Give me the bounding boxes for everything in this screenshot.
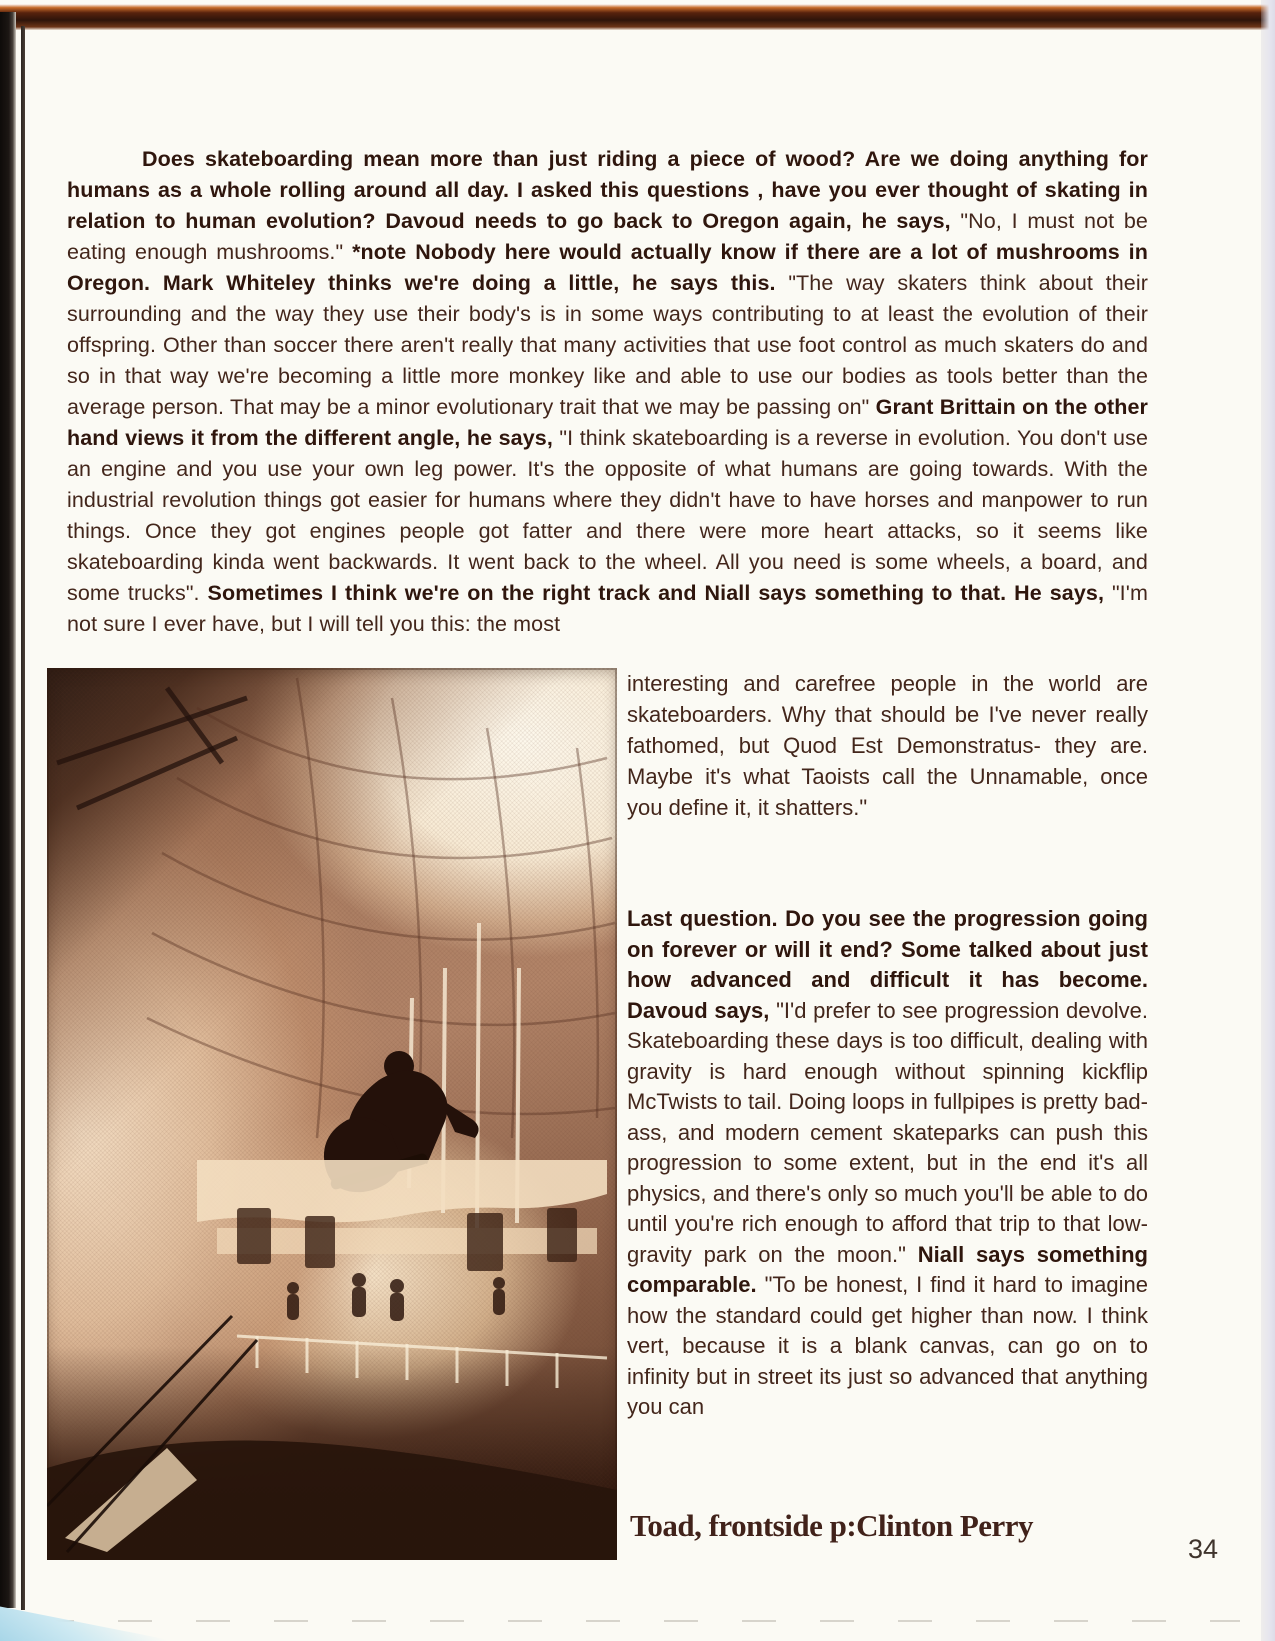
skate-photo xyxy=(47,668,617,1560)
text-run-regular: "No, I must not be eating enough mushrooms." xyxy=(67,208,1148,264)
intro-paragraph xyxy=(67,144,1148,640)
scan-edge-left xyxy=(0,12,16,1608)
text-run-bold: Does skateboarding mean more than just riding a piece of wood? Are we doing anything for humans as a whole rolling around all day. I asked this questions , have you ever thought of skating in relation to human evolution? Davoud needs to go back to Oregon again, he says, xyxy=(67,146,1148,233)
photo-caption: Toad, frontside p:Clinton Perry xyxy=(630,1508,1034,1543)
text-run-regular: "I think skateboarding is a reverse in evolution. You don't use an engine and you use your own leg power. It's the opposite of what humans are going towards. With the industrial revolution things got easier for humans where they didn't have to have horses and manpower to run things. Once they got engines people got fatter and there were more heart attacks, so it seems like skateboarding kinda went backwards. It went back to the wheel. All you need is some wheels, a board, and some trucks". xyxy=(67,425,1149,605)
text-run-regular: "To be honest, I find it hard to imagine how the standard could get higher than now. I think vert, because it is a blank canvas, can go on to infinity but in street its just so advanced that anything you can xyxy=(627,1272,1148,1419)
scan-corner-artifact xyxy=(0,1595,175,1641)
text-run-bold: Last question. Do you see the progression going on forever or will it end? Some talked about just how advanced and difficult it has become. Davoud says, xyxy=(627,906,1148,1023)
text-run-regular: "The way skaters think about their surrounding and the way they use their body's is in some ways contributing to at least the evolution of their offspring. Other than soccer there aren't really that many activities that use foot control as much skaters do and so in that way we're becoming a little more monkey like and able to use our bodies as tools better than the average person. That may be a minor evolutionary trait that we may be passing on" xyxy=(67,270,1148,419)
scan-edge-top xyxy=(0,4,1275,30)
photo-illustration xyxy=(47,668,617,1560)
text-run-bold: Sometimes I think we're on the right track and Niall says something to that. He says, xyxy=(207,580,1112,605)
scan-edge-bottom-dashes xyxy=(40,1620,1240,1622)
text-run-bold: *note Nobody here would actually know if there are a lot of mushrooms in Oregon. Mark Whiteley thinks we're doing a little, he says this. xyxy=(67,239,1148,295)
scan-edge-left-line xyxy=(21,26,25,1610)
text-run-regular: "I'd prefer to see progression devolve. Skateboarding these days is too difficult, dealing with gravity is hard enough without spinning kickflip McTwists to tail. Doing loops in fullpipes is pretty bad-ass, and modern cement skateparks can push this progression to some extent, but in the end it's all physics, and there's only so much you'll be able to do until you're rich enough to afford that trip to that low-gravity park on the moon." xyxy=(627,997,1148,1267)
scan-edge-right xyxy=(1261,0,1275,1641)
page-number: 34 xyxy=(1188,1534,1219,1564)
column-paragraph-last-question xyxy=(627,904,1148,1423)
column-paragraph-continuation xyxy=(627,668,1148,823)
text-run-bold: Grant Brittain on the other hand views it from the different angle, he says, xyxy=(67,394,1148,450)
text-run-regular: "I'm not sure I ever have, but I will tell you this: the most xyxy=(67,580,1148,636)
text-run-bold: Niall says something comparable. xyxy=(627,1241,1148,1297)
text-run-regular: interesting and carefree people in the world are skateboarders. Why that should be I've never really fathomed, but Quod Est Demonstratus- they are. Maybe it's what Taoists call the Unnamable, once you define it, it shatters." xyxy=(627,671,1148,820)
